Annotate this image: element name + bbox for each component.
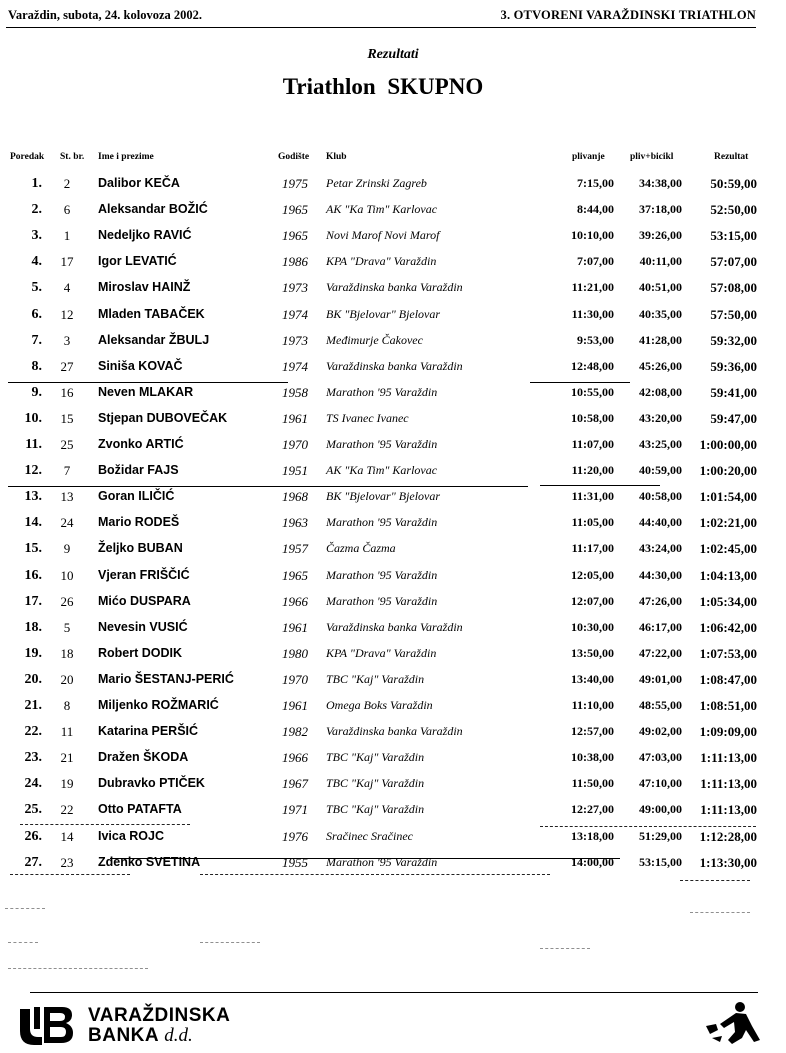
start-number-cell: 20 [60, 671, 74, 687]
birth-year-cell: 1976 [282, 828, 308, 844]
athlete-name-cell: Dubravko PTIČEK [98, 776, 205, 791]
table-row [0, 254, 786, 280]
bank-name-line2: BANKA d.d. [88, 1025, 193, 1046]
start-number-cell: 26 [60, 593, 74, 609]
footer-divider [30, 992, 758, 993]
swim-time-cell: 11:20,00 [571, 463, 614, 478]
birth-year-cell: 1966 [282, 593, 308, 609]
swim-time-cell: 11:10,00 [571, 698, 614, 712]
column-header-swim: plivanje [572, 152, 605, 162]
rank-cell: 11. [25, 437, 42, 452]
table-row [0, 724, 786, 750]
swim-bike-time-cell: 47:26,00 [639, 593, 682, 608]
swim-bike-time-cell: 40:58,00 [639, 489, 682, 504]
birth-year-cell: 1980 [282, 645, 308, 661]
start-number-cell: 15 [60, 410, 74, 426]
swim-time-cell: 10:55,00 [571, 384, 614, 399]
swim-time-cell: 11:17,00 [571, 541, 614, 556]
table-row [0, 646, 786, 672]
club-cell: Marathon '95 Varaždin [326, 437, 438, 451]
birth-year-cell: 1970 [282, 671, 308, 687]
triathlon-runner-logo-icon [702, 1000, 762, 1046]
table-row [0, 385, 786, 411]
start-number-cell: 1 [63, 228, 71, 244]
swim-bike-time-cell: 34:38,00 [639, 176, 682, 190]
rank-cell: 26. [24, 828, 42, 844]
start-number-cell: 2 [63, 176, 71, 191]
scan-artifact [5, 908, 45, 909]
birth-year-cell: 1965 [282, 228, 308, 244]
club-cell: BK "Bjelovar" Bjelovar [326, 489, 441, 504]
birth-year-cell: 1961 [282, 619, 308, 635]
swim-time-cell: 12:07,00 [571, 593, 614, 608]
result-time-cell: 1:11:13,00 [700, 802, 757, 818]
table-divider-dashed [680, 880, 750, 881]
club-cell: Varaždinska banka Varaždin [326, 358, 463, 373]
athlete-name-cell: Siniša KOVAČ [98, 358, 183, 373]
athlete-name-cell: Miljenko ROŽMARIĆ [98, 698, 219, 712]
rank-cell: 15. [24, 541, 42, 557]
athlete-name-cell: Božidar FAJS [98, 463, 179, 478]
swim-bike-time-cell: 43:25,00 [639, 437, 682, 451]
start-number-cell: 5 [63, 619, 71, 635]
rank-cell: 13. [24, 489, 42, 505]
scan-artifact [200, 942, 260, 943]
birth-year-cell: 1975 [282, 176, 308, 191]
swim-bike-time-cell: 40:11,00 [639, 254, 682, 269]
bank-name-line1: VARAŽDINSKA [88, 1005, 231, 1026]
swim-time-cell: 11:05,00 [571, 515, 614, 530]
table-divider-dashed [20, 824, 190, 825]
start-number-cell: 10 [60, 567, 74, 583]
swim-time-cell: 12:48,00 [571, 358, 614, 373]
table-row [0, 411, 786, 437]
rank-cell: 4. [31, 254, 42, 270]
table-divider [530, 382, 630, 383]
club-cell: KPA "Drava" Varaždin [326, 645, 437, 660]
swim-bike-time-cell: 46:17,00 [639, 619, 682, 634]
result-time-cell: 1:12:28,00 [699, 828, 757, 844]
swim-bike-time-cell: 40:59,00 [639, 463, 682, 478]
start-number-cell: 11 [60, 724, 74, 740]
athlete-name-cell: Zdenko SVETINA [98, 854, 201, 869]
start-number-cell: 3 [63, 332, 71, 348]
result-time-cell: 50:59,00 [710, 176, 757, 191]
result-time-cell: 1:13:30,00 [699, 854, 757, 870]
athlete-name-cell: Igor LEVATIĆ [98, 254, 177, 269]
column-header-swim-bike: pliv+bicikl [630, 152, 674, 162]
birth-year-cell: 1971 [282, 802, 308, 818]
swim-time-cell: 13:40,00 [571, 671, 614, 686]
result-time-cell: 57:50,00 [710, 306, 757, 322]
birth-year-cell: 1973 [282, 280, 308, 296]
header-divider [6, 27, 756, 28]
swim-time-cell: 10:30,00 [571, 619, 614, 634]
club-cell: Sračinec Sračinec [326, 828, 413, 843]
birth-year-cell: 1974 [282, 306, 308, 322]
column-header-year: Godište [278, 152, 310, 162]
table-row [0, 176, 786, 202]
table-row [0, 776, 786, 802]
result-time-cell: 1:00:00,00 [699, 437, 757, 452]
result-time-cell: 59:32,00 [710, 332, 757, 348]
table-row [0, 750, 786, 776]
table-divider [8, 486, 528, 487]
athlete-name-cell: Neven MLAKAR [98, 384, 194, 399]
result-time-cell: 59:47,00 [710, 410, 757, 426]
start-number-cell: 13 [60, 489, 74, 505]
birth-year-cell: 1961 [282, 698, 308, 713]
birth-year-cell: 1961 [282, 410, 308, 426]
swim-bike-time-cell: 48:55,00 [639, 698, 682, 712]
start-number-cell: 4 [63, 280, 71, 296]
swim-time-cell: 11:30,00 [571, 306, 614, 321]
start-number-cell: 22 [60, 802, 74, 818]
birth-year-cell: 1957 [282, 541, 308, 557]
table-row [0, 437, 786, 463]
start-number-cell: 6 [63, 202, 71, 218]
result-time-cell: 59:36,00 [710, 358, 757, 374]
swim-time-cell: 11:07,00 [571, 437, 614, 451]
table-row [0, 672, 786, 698]
result-time-cell: 1:05:34,00 [699, 593, 757, 609]
header-event-name: 3. OTVORENI VARAŽDINSKI TRIATHLON [500, 8, 756, 22]
result-time-cell: 53:15,00 [710, 228, 757, 244]
swim-time-cell: 11:21,00 [571, 280, 614, 295]
table-row [0, 202, 786, 228]
club-cell: Međimurje Čakovec [326, 332, 423, 347]
club-cell: Čazma Čazma [326, 541, 396, 556]
start-number-cell: 14 [60, 828, 74, 844]
result-time-cell: 59:41,00 [710, 384, 757, 400]
rank-cell: 20. [24, 671, 42, 687]
table-divider-dashed [540, 826, 756, 827]
swim-time-cell: 14:00,00 [571, 854, 614, 869]
athlete-name-cell: Mario ŠESTANJ-PERIĆ [98, 671, 234, 686]
club-cell: AK "Ka Tim" Karlovac [326, 202, 438, 217]
result-time-cell: 1:11:13,00 [700, 750, 757, 766]
start-number-cell: 21 [60, 750, 74, 766]
swim-bike-time-cell: 47:03,00 [639, 750, 682, 765]
swim-time-cell: 12:05,00 [571, 567, 614, 582]
birth-year-cell: 1955 [282, 854, 308, 870]
athlete-name-cell: Željko BUBAN [98, 541, 183, 556]
scan-artifact [540, 948, 590, 949]
birth-year-cell: 1968 [282, 489, 308, 505]
start-number-cell: 17 [60, 254, 74, 270]
table-row [0, 489, 786, 515]
swim-bike-time-cell: 53:15,00 [639, 854, 682, 869]
rank-cell: 24. [24, 776, 42, 792]
club-cell: Novi Marof Novi Marof [326, 228, 440, 243]
swim-time-cell: 12:27,00 [571, 802, 614, 817]
swim-bike-time-cell: 40:51,00 [639, 280, 682, 295]
rank-cell: 10. [24, 410, 42, 426]
rank-cell: 14. [24, 515, 42, 531]
swim-bike-time-cell: 47:10,00 [639, 776, 682, 791]
table-row [0, 698, 786, 724]
swim-time-cell: 13:18,00 [571, 828, 614, 843]
swim-bike-time-cell: 47:22,00 [639, 645, 682, 660]
result-time-cell: 1:09:09,00 [699, 724, 757, 740]
result-time-cell: 1:08:51,00 [699, 698, 757, 713]
page-title: Triathlon SKUPNO [282, 74, 484, 99]
table-divider-dashed [200, 874, 550, 875]
athlete-name-cell: Nedeljko RAVIĆ [98, 228, 192, 243]
club-cell: Marathon '95 Varaždin [326, 854, 438, 869]
rank-cell: 6. [31, 306, 42, 322]
rank-cell: 25. [24, 802, 42, 818]
start-number-cell: 8 [63, 698, 71, 713]
swim-bike-time-cell: 37:18,00 [639, 202, 682, 217]
club-cell: Varaždinska banka Varaždin [326, 280, 463, 295]
swim-bike-time-cell: 41:28,00 [639, 332, 682, 347]
result-time-cell: 57:08,00 [710, 280, 757, 296]
athlete-name-cell: Mario RODEŠ [98, 515, 180, 530]
club-cell: Varaždinska banka Varaždin [326, 619, 463, 634]
table-row [0, 829, 786, 855]
athlete-name-cell: Goran ILIČIĆ [98, 489, 175, 504]
table-row [0, 594, 786, 620]
header-date-place: Varaždin, subota, 24. kolovoza 2002. [8, 8, 203, 22]
swim-bike-time-cell: 43:24,00 [639, 541, 682, 556]
rank-cell: 22. [24, 724, 42, 740]
rank-cell: 5. [31, 280, 42, 296]
result-time-cell: 57:07,00 [710, 254, 757, 270]
table-row [0, 307, 786, 333]
swim-bike-time-cell: 45:26,00 [639, 358, 682, 373]
table-row [0, 359, 786, 385]
rank-cell: 19. [24, 645, 42, 661]
start-number-cell: 25 [60, 437, 74, 452]
swim-time-cell: 11:31,00 [571, 489, 614, 504]
birth-year-cell: 1966 [282, 750, 308, 766]
rank-cell: 8. [31, 358, 42, 374]
table-divider [540, 485, 660, 486]
birth-year-cell: 1963 [282, 515, 308, 531]
swim-time-cell: 10:58,00 [571, 410, 614, 425]
club-cell: Marathon '95 Varaždin [326, 515, 438, 530]
result-time-cell: 1:07:53,00 [699, 645, 757, 661]
start-number-cell: 19 [60, 776, 74, 792]
athlete-name-cell: Otto PATAFTA [98, 802, 182, 817]
rank-cell: 18. [24, 619, 42, 635]
start-number-cell: 7 [63, 463, 71, 479]
club-cell: Marathon '95 Varaždin [326, 384, 438, 399]
swim-time-cell: 7:15,00 [577, 176, 614, 190]
rank-cell: 1. [31, 176, 42, 191]
swim-time-cell: 9:53,00 [577, 332, 614, 347]
result-time-cell: 1:04:13,00 [699, 567, 757, 583]
scan-artifact [690, 912, 750, 913]
athlete-name-cell: Miroslav HAINŽ [98, 280, 191, 295]
rank-cell: 7. [31, 332, 42, 348]
birth-year-cell: 1973 [282, 332, 308, 348]
birth-year-cell: 1974 [282, 358, 308, 374]
club-cell: TBC "Kaj" Varaždin [326, 776, 425, 791]
column-header-number: St. br. [60, 152, 85, 162]
table-divider-dashed [10, 874, 130, 875]
result-time-cell: 1:02:21,00 [699, 515, 757, 531]
athlete-name-cell: Nevesin VUSIĆ [98, 619, 188, 634]
column-header-name: Ime i prezime [98, 152, 154, 162]
swim-time-cell: 13:50,00 [571, 645, 614, 660]
athlete-name-cell: Aleksandar BOŽIĆ [98, 202, 208, 217]
start-number-cell: 27 [60, 358, 74, 374]
table-row [0, 515, 786, 541]
swim-bike-time-cell: 51:29,00 [639, 828, 682, 843]
club-cell: TS Ivanec Ivanec [326, 410, 409, 425]
column-header-club: Klub [326, 152, 347, 162]
swim-time-cell: 10:10,00 [571, 228, 614, 243]
swim-time-cell: 7:07,00 [577, 254, 614, 269]
swim-bike-time-cell: 49:01,00 [639, 671, 682, 686]
table-row [0, 333, 786, 359]
table-row [0, 568, 786, 594]
swim-time-cell: 8:44,00 [577, 202, 614, 217]
rank-cell: 3. [31, 228, 42, 244]
swim-bike-time-cell: 49:00,00 [639, 802, 682, 817]
club-cell: Omega Boks Varaždin [326, 698, 433, 712]
table-row [0, 541, 786, 567]
result-time-cell: 1:00:20,00 [699, 463, 757, 479]
athlete-name-cell: Katarina PERŠIĆ [98, 724, 199, 739]
club-cell: TBC "Kaj" Varaždin [326, 802, 425, 817]
start-number-cell: 16 [60, 384, 74, 400]
club-cell: TBC "Kaj" Varaždin [326, 671, 425, 686]
club-cell: Varaždinska banka Varaždin [326, 724, 463, 739]
birth-year-cell: 1986 [282, 254, 308, 270]
scan-artifact [8, 942, 38, 943]
swim-time-cell: 12:57,00 [571, 724, 614, 739]
bank-name [88, 1006, 230, 1046]
table-divider [110, 858, 620, 859]
club-cell: Marathon '95 Varaždin [326, 567, 438, 582]
page-subtitle: Rezultati [367, 47, 419, 62]
club-cell: TBC "Kaj" Varaždin [326, 750, 425, 765]
bank-suffix: d.d. [164, 1025, 193, 1046]
swim-bike-time-cell: 43:20,00 [639, 410, 682, 425]
rank-cell: 27. [24, 854, 42, 870]
swim-bike-time-cell: 42:08,00 [639, 384, 682, 399]
column-header-rank: Poredak [10, 152, 45, 162]
table-row [0, 280, 786, 306]
club-cell: KPA "Drava" Varaždin [326, 254, 437, 269]
athlete-name-cell: Vjeran FRIŠČIĆ [98, 567, 190, 582]
swim-time-cell: 10:38,00 [571, 750, 614, 765]
rank-cell: 21. [24, 698, 42, 713]
athlete-name-cell: Dražen ŠKODA [98, 750, 189, 765]
swim-bike-time-cell: 49:02,00 [639, 724, 682, 739]
athlete-name-cell: Mićo DUSPARA [98, 593, 191, 608]
rank-cell: 17. [24, 593, 42, 609]
athlete-name-cell: Stjepan DUBOVEČAK [98, 410, 228, 425]
athlete-name-cell: Ivica ROJC [98, 828, 165, 843]
result-time-cell: 1:08:47,00 [699, 671, 757, 687]
rank-cell: 12. [24, 463, 42, 479]
club-cell: AK "Ka Tim" Karlovac [326, 463, 438, 478]
birth-year-cell: 1951 [282, 463, 308, 479]
swim-bike-time-cell: 44:30,00 [639, 567, 682, 582]
birth-year-cell: 1958 [282, 384, 308, 400]
rank-cell: 9. [31, 384, 42, 400]
birth-year-cell: 1965 [282, 567, 308, 583]
birth-year-cell: 1982 [282, 724, 308, 740]
birth-year-cell: 1965 [282, 202, 308, 218]
start-number-cell: 12 [60, 306, 74, 322]
birth-year-cell: 1967 [282, 776, 308, 792]
table-row [0, 620, 786, 646]
athlete-name-cell: Dalibor KEČA [98, 176, 180, 190]
club-cell: Marathon '95 Varaždin [326, 593, 438, 608]
result-time-cell: 1:02:45,00 [699, 541, 757, 557]
swim-bike-time-cell: 40:35,00 [639, 306, 682, 321]
rank-cell: 2. [31, 202, 42, 218]
club-cell: BK "Bjelovar" Bjelovar [326, 306, 441, 321]
table-row [0, 228, 786, 254]
bank-logo-icon [18, 1005, 74, 1045]
swim-time-cell: 11:50,00 [571, 776, 614, 791]
start-number-cell: 23 [60, 854, 74, 870]
athlete-name-cell: Zvonko ARTIĆ [98, 437, 184, 451]
swim-bike-time-cell: 44:40,00 [639, 515, 682, 530]
birth-year-cell: 1970 [282, 437, 308, 452]
result-time-cell: 52:50,00 [710, 202, 757, 218]
result-time-cell: 1:06:42,00 [699, 619, 757, 635]
athlete-name-cell: Robert DODIK [98, 645, 183, 660]
club-cell: Petar Zrinski Zagreb [326, 176, 427, 190]
start-number-cell: 9 [63, 541, 71, 557]
scan-artifact [8, 968, 148, 969]
result-time-cell: 1:01:54,00 [699, 489, 757, 505]
column-header-result: Rezultat [714, 152, 749, 162]
start-number-cell: 24 [60, 515, 74, 531]
table-divider [8, 382, 288, 383]
result-time-cell: 1:11:13,00 [700, 776, 757, 792]
athlete-name-cell: Aleksandar ŽBULJ [98, 332, 210, 347]
rank-cell: 23. [24, 750, 42, 766]
athlete-name-cell: Mladen TABAČEK [98, 306, 205, 321]
rank-cell: 16. [24, 567, 42, 583]
swim-bike-time-cell: 39:26,00 [639, 228, 682, 243]
start-number-cell: 18 [60, 645, 74, 661]
